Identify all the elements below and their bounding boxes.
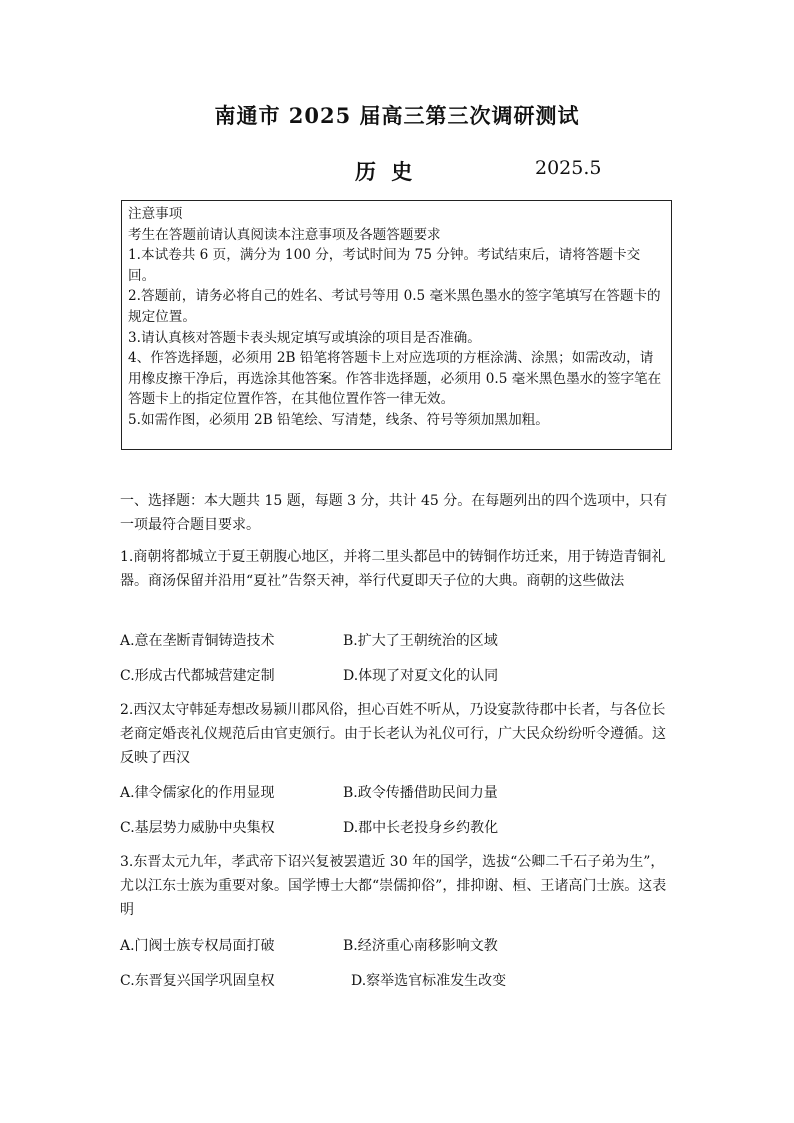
question-2-option-b: B.政令传播借助民间力量: [343, 785, 498, 801]
question-stem: 2.西汉太守韩延寿想改易颍川郡风俗，担心百姓不听从，乃设宴款待郡中长者，与各位长老商定婚丧礼仪规范后由官吏颁行。由于长老认为礼仪可行，广大民众纷纷听令遵循。这反映了西汉: [120, 702, 666, 766]
question-3-option-d: D.察举选官标准发生改变: [351, 973, 507, 989]
notice-item: 4、作答选择题，必须用 2B 铅笔将答题卡上对应选项的方框涂满、涂黑；如需改动，请用橡皮擦干净后，再选涂其他答案。作答非选择题，必须用 0.5 毫米黑色墨水的签字笔在答题卡上的指定位置作答，在其他位置作答一律无效。: [128, 350, 662, 408]
question-1-option-c: C.形成古代都城营建定制: [120, 668, 275, 684]
question-stem: 3.东晋太元九年，孝武帝下诏兴复被罢遣近 30 年的国学，选拔“公卿二千石子弟为生”，尤以江东士族为重要对象。国学博士大都“崇儒抑俗”，排抑谢、桓、王诸高门士族。这表明: [120, 854, 667, 918]
notice-box: [121, 200, 672, 450]
notice-intro: 考生在答题前请认真阅读本注意事项及各题答题要求: [128, 226, 441, 243]
notice-item: 1.本试卷共 6 页，满分为 100 分，考试时间为 75 分钟。考试结束后，请将答题卡交回。: [128, 247, 641, 284]
notice-heading: 注意事项: [128, 206, 183, 222]
question-3-option-a: A.门阀士族专权局面打破: [120, 938, 275, 954]
question-2-stem: [120, 698, 676, 770]
notice-item: 2.答题前，请务必将自己的姓名、考试号等用 0.5 毫米黑色墨水的签字笔填写在答题卡的规定位置。: [128, 288, 661, 325]
question-1-option-d: D.体现了对夏文化的认同: [343, 668, 499, 684]
notice-item: 5.如需作图，必须用 2B 铅笔绘、写清楚，线条、符号等须加黑加粗。: [128, 411, 549, 428]
question-1-stem: [120, 545, 676, 593]
question-2-option-a: A.律令儒家化的作用显现: [120, 785, 275, 801]
question-1-option-b: B.扩大了王朝统治的区域: [343, 633, 498, 649]
question-3-option-b: B.经济重心南移影响文教: [343, 938, 498, 954]
question-2-option-c: C.基层势力威胁中央集权: [120, 820, 275, 836]
exam-date: 2025.5: [535, 157, 602, 179]
question-1-option-a: A.意在垄断青铜铸造技术: [120, 633, 275, 649]
question-3-option-c: C.东晋复兴国学巩固皇权: [120, 973, 275, 989]
question-2-option-d: D.郡中长老投身乡约教化: [343, 820, 499, 836]
exam-title: 南通市 2025 届高三第三次调研测试: [214, 103, 580, 128]
question-3-stem: [120, 850, 676, 922]
section-heading: 一、选择题：本大题共 15 题，每题 3 分，共计 45 分。在每题列出的四个选项中，只有一项最符合题目要求。: [120, 493, 668, 533]
notice-item: 3.请认真核对答题卡表头规定填写或填涂的项目是否准确。: [128, 329, 481, 346]
subject-title: 历 史: [355, 159, 417, 184]
question-stem: 1.商朝将都城立于夏王朝腹心地区，并将二里头都邑中的铸铜作坊迁来，用于铸造青铜礼器。商汤保留并沿用“夏社”告祭天神，举行代夏即天子位的大典。商朝的这些做法: [120, 549, 666, 589]
